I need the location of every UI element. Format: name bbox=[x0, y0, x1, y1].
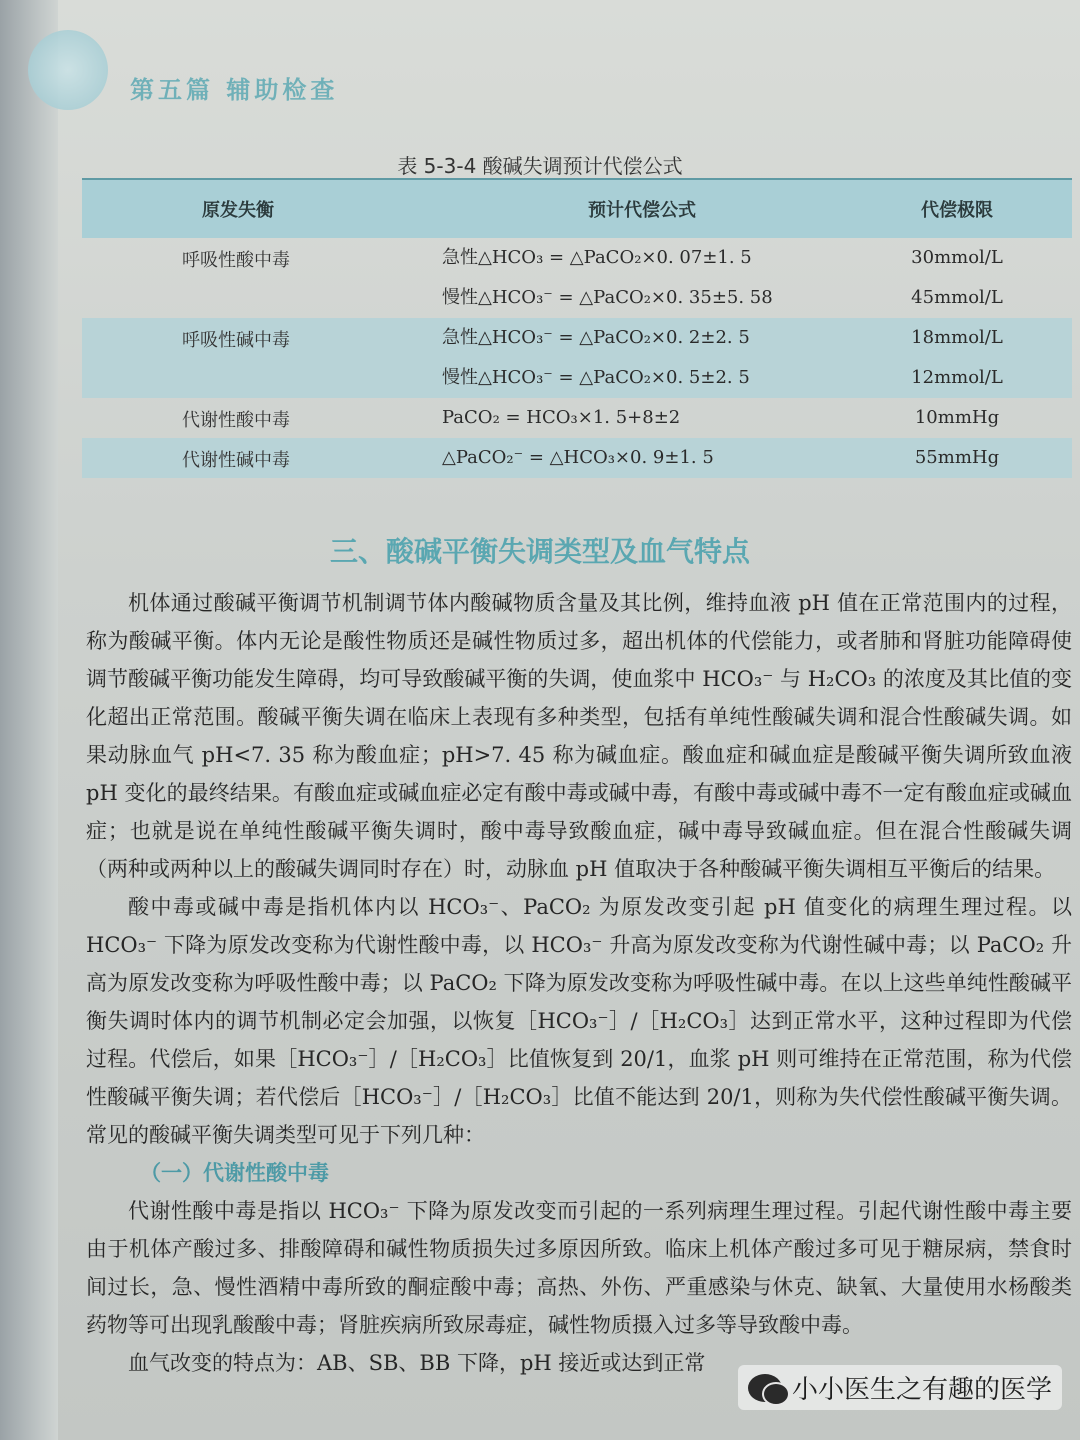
compensation-table bbox=[82, 178, 1072, 478]
subsection-title: （一）代谢性酸中毒 bbox=[140, 1161, 329, 1185]
limit: 10mmHg bbox=[914, 407, 1000, 428]
paragraph: 代谢性酸中毒是指以 HCO₃⁻ 下降为原发改变而引起的一系列病理生理过程。引起代谢性酸中毒主要由于机体产酸过多、排酸障碍和碱性物质损失过多原因所致。临床上机体产酸过多可见于糖尿病，禁食时间过长，急、慢性酒精中毒所致的酮症酸中毒；高热、外伤、严重感染与休克、缺氧、大量使用水杨酸类药物等可出现乳酸酸中毒；肾脏疾病所致尿毒症，碱性物质摄入过多等导致酸中毒。 bbox=[86, 1199, 1072, 1337]
column-header: 代偿极限 bbox=[921, 200, 993, 221]
paragraph: 机体通过酸碱平衡调节机制调节体内酸碱物质含量及其比例，维持血液 pH 值在正常范围内的过程，称为酸碱平衡。体内无论是酸性物质还是碱性物质过多，超出机体的代偿能力，或者肺和肾脏功能障碍使调节酸碱平衡功能发生障碍，均可导致酸碱平衡的失调，使血浆中 HCO₃⁻ 与 H₂CO₃ 的浓度及其比值的变化超出正常范围。酸碱平衡失调在临床上表现有多种类型，包括有单纯性酸碱失调和混合性酸碱失调。如果动脉血气 pH<7. 35 称为酸血症；pH>7. 45 称为碱血症。酸血症和碱血症是酸碱平衡失调所致血液 pH 变化的最终结果。有酸血症或碱血症必定有酸中毒或碱中毒，有酸中毒或碱中毒不一定有酸血症或碱血症；也就是说在单纯性酸碱平衡失调时，酸中毒导致酸血症，碱中毒导致碱血症。但在混合性酸碱失调（两种或两种以上的酸碱失调同时存在）时，动脉血 pH 值取决于各种酸碱平衡失调相互平衡后的结果。 bbox=[86, 591, 1072, 881]
table-row bbox=[82, 318, 1072, 398]
limit: 12mmol/L bbox=[911, 367, 1003, 388]
paragraph: 血气改变的特点为：AB、SB、BB 下降，pH 接近或达到正常 bbox=[128, 1351, 706, 1375]
running-header: 第五篇 辅助检查 bbox=[130, 76, 339, 104]
table-row bbox=[82, 438, 1072, 478]
section-title: 三、酸碱平衡失调类型及血气特点 bbox=[329, 535, 750, 568]
body-text bbox=[86, 584, 1072, 1382]
disorder-type: 呼吸性酸中毒 bbox=[182, 250, 290, 271]
table-row bbox=[82, 238, 1072, 318]
formula: PaCO₂ = HCO₃×1. 5+8±2 bbox=[442, 407, 681, 428]
limit: 30mmol/L bbox=[911, 247, 1003, 268]
paragraph: 酸中毒或碱中毒是指机体内以 HCO₃⁻、PaCO₂ 为原发改变引起 pH 值变化的病理生理过程。以 HCO₃⁻ 下降为原发改变称为代谢性酸中毒，以 HCO₃⁻ 升高为原发改变称为代谢性碱中毒；以 PaCO₂ 升高为原发改变称为呼吸性酸中毒；以 PaCO₂ 下降为原发改变称为呼吸性碱中毒。在以上这些单纯性酸碱平衡失调时体内的调节机制必定会加强，以恢复［HCO₃⁻］/［H₂CO₃］达到正常水平，这种过程即为代偿过程。代偿后，如果［HCO₃⁻］/［H₂CO₃］比值恢复到 20/1，血浆 pH 则可维持在正常范围，称为代偿性酸碱平衡失调；若代偿后［HCO₃⁻］/［H₂CO₃］比值不能达到 20/1，则称为失代偿性酸碱平衡失调。常见的酸碱平衡失调类型可见于下列几种： bbox=[86, 895, 1072, 1147]
column-header: 预计代偿公式 bbox=[588, 200, 696, 221]
wechat-icon bbox=[748, 1374, 782, 1402]
formula: 慢性△HCO₃⁻ = △PaCO₂×0. 35±5. 58 bbox=[442, 287, 773, 308]
table-row bbox=[82, 398, 1072, 438]
watermark-text: 小小医生之有趣的医学 bbox=[791, 1375, 1052, 1405]
column-header: 原发失衡 bbox=[202, 200, 274, 221]
disorder-type: 代谢性碱中毒 bbox=[182, 450, 290, 471]
formula: 急性△HCO₃⁻ = △PaCO₂×0. 2±2. 5 bbox=[442, 327, 750, 348]
disorder-type: 代谢性酸中毒 bbox=[182, 410, 290, 431]
table-caption: 表 5-3-4 酸碱失调预计代偿公式 bbox=[397, 154, 683, 178]
limit: 45mmol/L bbox=[911, 287, 1003, 308]
formula: 急性△HCO₃ = △PaCO₂×0. 07±1. 5 bbox=[442, 247, 752, 268]
limit: 55mmHg bbox=[914, 447, 1000, 468]
formula: △PaCO₂⁻ = △HCO₃×0. 9±1. 5 bbox=[442, 447, 714, 468]
watermark bbox=[738, 1365, 1062, 1410]
table-header bbox=[82, 178, 1072, 238]
limit: 18mmol/L bbox=[911, 327, 1003, 348]
formula: 慢性△HCO₃⁻ = △PaCO₂×0. 5±2. 5 bbox=[442, 367, 750, 388]
disorder-type: 呼吸性碱中毒 bbox=[182, 330, 290, 351]
chapter-badge bbox=[28, 30, 108, 110]
page-edge bbox=[0, 0, 58, 1440]
